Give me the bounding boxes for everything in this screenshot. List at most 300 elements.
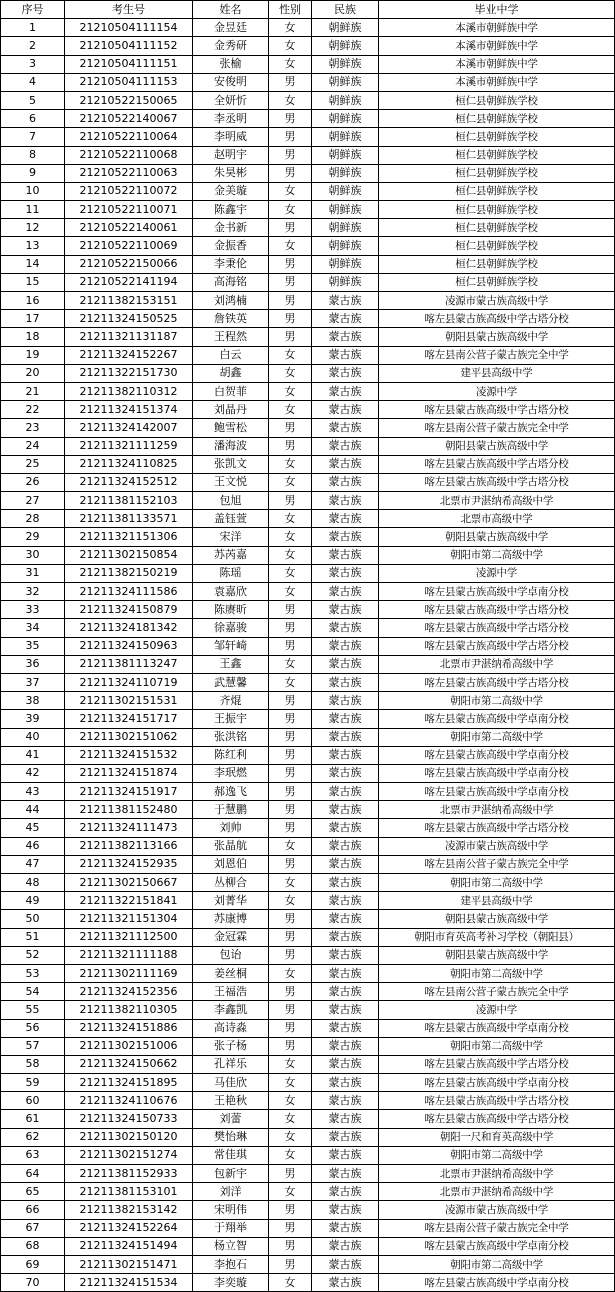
cell-exam-id: 21211381152103	[65, 492, 193, 510]
cell-school: 朝阳县蒙古族高级中学	[379, 528, 615, 546]
cell-index: 2	[1, 37, 65, 55]
cell-name: 金昱廷	[193, 19, 269, 37]
cell-school: 本溪市朝鲜族中学	[379, 19, 615, 37]
table-row	[1, 710, 615, 728]
cell-gender: 男	[269, 801, 312, 819]
cell-school: 桓仁县朝鲜族学校	[379, 110, 615, 128]
table-row	[1, 583, 615, 601]
header-row	[1, 1, 615, 19]
cell-name: 齐焜	[193, 692, 269, 710]
table-row	[1, 528, 615, 546]
cell-gender: 男	[269, 419, 312, 437]
cell-exam-id: 21211302151274	[65, 1146, 193, 1164]
cell-gender: 男	[269, 146, 312, 164]
cell-name: 苏芮嘉	[193, 546, 269, 564]
cell-name: 于翔举	[193, 1219, 269, 1237]
cell-school: 喀左县蒙古族高级中学古塔分校	[379, 637, 615, 655]
cell-gender: 女	[269, 964, 312, 982]
table-row	[1, 1165, 615, 1183]
cell-ethnicity: 蒙古族	[312, 892, 379, 910]
cell-exam-id: 21211324150879	[65, 601, 193, 619]
cell-school: 喀左县蒙古族高级中学古塔分校	[379, 819, 615, 837]
cell-name: 白云	[193, 346, 269, 364]
cell-exam-id: 21211324110719	[65, 673, 193, 691]
cell-school: 喀左县蒙古族高级中学卓南分校	[379, 764, 615, 782]
cell-exam-id: 21211324142007	[65, 419, 193, 437]
cell-name: 王鑫	[193, 655, 269, 673]
cell-index: 31	[1, 564, 65, 582]
cell-name: 陈鑫宇	[193, 201, 269, 219]
table-row	[1, 673, 615, 691]
cell-school: 朝阳县蒙古族高级中学	[379, 910, 615, 928]
cell-school: 喀左县蒙古族高级中学古塔分校	[379, 310, 615, 328]
table-row	[1, 601, 615, 619]
cell-index: 68	[1, 1237, 65, 1255]
table-row	[1, 146, 615, 164]
cell-exam-id: 21211322151730	[65, 364, 193, 382]
cell-index: 61	[1, 1110, 65, 1128]
table-row	[1, 219, 615, 237]
cell-index: 3	[1, 55, 65, 73]
table-row	[1, 1019, 615, 1037]
cell-gender: 女	[269, 1274, 312, 1292]
cell-school: 朝阳市第二高级中学	[379, 964, 615, 982]
cell-name: 包旭	[193, 492, 269, 510]
table-row	[1, 1274, 615, 1292]
table-row	[1, 783, 615, 801]
cell-gender: 男	[269, 110, 312, 128]
cell-gender: 女	[269, 1055, 312, 1073]
cell-gender: 女	[269, 182, 312, 200]
cell-gender: 男	[269, 273, 312, 291]
table-row	[1, 1237, 615, 1255]
table-row	[1, 892, 615, 910]
cell-exam-id: 21211324151494	[65, 1237, 193, 1255]
cell-ethnicity: 蒙古族	[312, 1092, 379, 1110]
cell-index: 33	[1, 601, 65, 619]
cell-ethnicity: 蒙古族	[312, 1128, 379, 1146]
cell-index: 70	[1, 1274, 65, 1292]
table-row	[1, 164, 615, 182]
cell-exam-id: 21210504111152	[65, 37, 193, 55]
cell-exam-id: 21210522150066	[65, 255, 193, 273]
cell-exam-id: 21211324152356	[65, 983, 193, 1001]
cell-school: 喀左县蒙古族高级中学古塔分校	[379, 455, 615, 473]
cell-ethnicity: 蒙古族	[312, 910, 379, 928]
cell-name: 王艳秋	[193, 1092, 269, 1110]
cell-name: 武慧馨	[193, 673, 269, 691]
cell-school: 喀左县南公营子蒙古族完全中学	[379, 1219, 615, 1237]
table-row	[1, 819, 615, 837]
cell-name: 胡鑫	[193, 364, 269, 382]
cell-gender: 男	[269, 1255, 312, 1273]
cell-exam-id: 21211324151532	[65, 746, 193, 764]
cell-index: 15	[1, 273, 65, 291]
table-row	[1, 419, 615, 437]
cell-name: 李珉燃	[193, 764, 269, 782]
table-row	[1, 564, 615, 582]
table-row	[1, 492, 615, 510]
cell-school: 朝阳县蒙古族高级中学	[379, 437, 615, 455]
cell-name: 李抱石	[193, 1255, 269, 1273]
cell-school: 朝阳市育英高考补习学校（朝阳县）	[379, 928, 615, 946]
cell-name: 高诗淼	[193, 1019, 269, 1037]
cell-ethnicity: 蒙古族	[312, 728, 379, 746]
cell-name: 张凯文	[193, 455, 269, 473]
cell-gender: 女	[269, 91, 312, 109]
cell-index: 11	[1, 201, 65, 219]
cell-name: 高海铭	[193, 273, 269, 291]
cell-index: 29	[1, 528, 65, 546]
cell-school: 北票市尹湛纳希高级中学	[379, 1165, 615, 1183]
table-row	[1, 91, 615, 109]
column-header-name: 姓名	[193, 1, 269, 19]
cell-school: 桓仁县朝鲜族学校	[379, 201, 615, 219]
cell-index: 27	[1, 492, 65, 510]
cell-ethnicity: 蒙古族	[312, 1110, 379, 1128]
cell-ethnicity: 蒙古族	[312, 1074, 379, 1092]
table-row	[1, 1146, 615, 1164]
table-row	[1, 473, 615, 491]
cell-gender: 男	[269, 73, 312, 91]
cell-exam-id: 21211382153151	[65, 292, 193, 310]
cell-gender: 男	[269, 1201, 312, 1219]
table-row	[1, 946, 615, 964]
cell-ethnicity: 蒙古族	[312, 1165, 379, 1183]
table-row	[1, 346, 615, 364]
cell-ethnicity: 朝鲜族	[312, 182, 379, 200]
cell-school: 凌源市蒙古族高级中学	[379, 1201, 615, 1219]
cell-index: 22	[1, 401, 65, 419]
cell-index: 65	[1, 1183, 65, 1201]
cell-school: 北票市尹湛纳希高级中学	[379, 1183, 615, 1201]
cell-name: 王文悦	[193, 473, 269, 491]
cell-school: 凌源市蒙古族高级中学	[379, 292, 615, 310]
cell-ethnicity: 蒙古族	[312, 1055, 379, 1073]
cell-ethnicity: 蒙古族	[312, 983, 379, 1001]
cell-ethnicity: 蒙古族	[312, 964, 379, 982]
cell-index: 36	[1, 655, 65, 673]
cell-exam-id: 21210504111151	[65, 55, 193, 73]
cell-exam-id: 21210522110068	[65, 146, 193, 164]
cell-index: 52	[1, 946, 65, 964]
cell-exam-id: 21210522140061	[65, 219, 193, 237]
cell-exam-id: 21211324151874	[65, 764, 193, 782]
cell-ethnicity: 蒙古族	[312, 837, 379, 855]
cell-gender: 女	[269, 201, 312, 219]
cell-gender: 女	[269, 546, 312, 564]
table-row	[1, 1255, 615, 1273]
cell-name: 金美璇	[193, 182, 269, 200]
cell-name: 郝逸飞	[193, 783, 269, 801]
cell-gender: 男	[269, 1001, 312, 1019]
cell-school: 朝阳市第二高级中学	[379, 692, 615, 710]
cell-ethnicity: 朝鲜族	[312, 37, 379, 55]
cell-name: 李鑫凯	[193, 1001, 269, 1019]
cell-gender: 女	[269, 382, 312, 400]
cell-school: 喀左县蒙古族高级中学卓南分校	[379, 783, 615, 801]
cell-ethnicity: 蒙古族	[312, 1219, 379, 1237]
cell-exam-id: 21211321111188	[65, 946, 193, 964]
cell-ethnicity: 朝鲜族	[312, 55, 379, 73]
cell-gender: 男	[269, 1037, 312, 1055]
table-row	[1, 637, 615, 655]
cell-index: 10	[1, 182, 65, 200]
cell-ethnicity: 蒙古族	[312, 310, 379, 328]
cell-ethnicity: 蒙古族	[312, 637, 379, 655]
cell-name: 陈赓昕	[193, 601, 269, 619]
cell-name: 宋明伟	[193, 1201, 269, 1219]
table-row	[1, 764, 615, 782]
cell-school: 凌源市蒙古族高级中学	[379, 837, 615, 855]
table-row	[1, 401, 615, 419]
cell-exam-id: 21211302150667	[65, 874, 193, 892]
cell-gender: 男	[269, 328, 312, 346]
table-row	[1, 728, 615, 746]
table-row	[1, 1055, 615, 1073]
cell-gender: 女	[269, 583, 312, 601]
cell-name: 丛柳合	[193, 874, 269, 892]
cell-index: 20	[1, 364, 65, 382]
cell-exam-id: 21210522110069	[65, 237, 193, 255]
table-row	[1, 874, 615, 892]
cell-index: 28	[1, 510, 65, 528]
cell-ethnicity: 蒙古族	[312, 874, 379, 892]
table-row	[1, 546, 615, 564]
cell-ethnicity: 蒙古族	[312, 328, 379, 346]
cell-school: 喀左县南公营子蒙古族完全中学	[379, 983, 615, 1001]
cell-exam-id: 21211324150662	[65, 1055, 193, 1073]
cell-index: 9	[1, 164, 65, 182]
cell-school: 喀左县蒙古族高级中学卓南分校	[379, 1019, 615, 1037]
cell-gender: 女	[269, 1110, 312, 1128]
cell-name: 刘洋	[193, 1183, 269, 1201]
cell-ethnicity: 朝鲜族	[312, 164, 379, 182]
table-row	[1, 855, 615, 873]
cell-ethnicity: 朝鲜族	[312, 146, 379, 164]
cell-index: 41	[1, 746, 65, 764]
cell-name: 安俊明	[193, 73, 269, 91]
cell-ethnicity: 朝鲜族	[312, 201, 379, 219]
cell-school: 喀左县蒙古族高级中学古塔分校	[379, 401, 615, 419]
cell-ethnicity: 蒙古族	[312, 783, 379, 801]
cell-name: 张榆	[193, 55, 269, 73]
cell-gender: 男	[269, 855, 312, 873]
cell-exam-id: 21211324151374	[65, 401, 193, 419]
table-row	[1, 837, 615, 855]
cell-ethnicity: 蒙古族	[312, 855, 379, 873]
cell-gender: 男	[269, 783, 312, 801]
cell-index: 53	[1, 964, 65, 982]
cell-exam-id: 21211321111259	[65, 437, 193, 455]
cell-exam-id: 21211382113166	[65, 837, 193, 855]
cell-index: 45	[1, 819, 65, 837]
cell-exam-id: 21211381152480	[65, 801, 193, 819]
cell-name: 于慧鹏	[193, 801, 269, 819]
table-row	[1, 1037, 615, 1055]
cell-name: 金书新	[193, 219, 269, 237]
cell-index: 62	[1, 1128, 65, 1146]
cell-exam-id: 21211381152933	[65, 1165, 193, 1183]
cell-name: 金冠霖	[193, 928, 269, 946]
table-row	[1, 292, 615, 310]
cell-school: 喀左县蒙古族高级中学卓南分校	[379, 1074, 615, 1092]
column-header-ethnicity: 民族	[312, 1, 379, 19]
cell-ethnicity: 蒙古族	[312, 419, 379, 437]
cell-index: 14	[1, 255, 65, 273]
cell-exam-id: 21210504111154	[65, 19, 193, 37]
cell-gender: 女	[269, 346, 312, 364]
cell-name: 张洪铭	[193, 728, 269, 746]
cell-school: 桓仁县朝鲜族学校	[379, 273, 615, 291]
cell-name: 张子杨	[193, 1037, 269, 1055]
cell-exam-id: 21211302151006	[65, 1037, 193, 1055]
cell-school: 北票市高级中学	[379, 510, 615, 528]
cell-gender: 女	[269, 364, 312, 382]
table-row	[1, 1074, 615, 1092]
cell-ethnicity: 蒙古族	[312, 1237, 379, 1255]
cell-ethnicity: 朝鲜族	[312, 219, 379, 237]
cell-index: 47	[1, 855, 65, 873]
table-row	[1, 964, 615, 982]
cell-ethnicity: 蒙古族	[312, 946, 379, 964]
cell-gender: 男	[269, 1237, 312, 1255]
cell-exam-id: 21210522110072	[65, 182, 193, 200]
cell-gender: 男	[269, 310, 312, 328]
cell-name: 盖钰萱	[193, 510, 269, 528]
cell-school: 本溪市朝鲜族中学	[379, 55, 615, 73]
table-row	[1, 1001, 615, 1019]
cell-index: 57	[1, 1037, 65, 1055]
cell-school: 喀左县南公营子蒙古族完全中学	[379, 346, 615, 364]
cell-index: 60	[1, 1092, 65, 1110]
table-row	[1, 37, 615, 55]
cell-index: 39	[1, 710, 65, 728]
cell-ethnicity: 蒙古族	[312, 819, 379, 837]
cell-gender: 男	[269, 983, 312, 1001]
cell-gender: 男	[269, 728, 312, 746]
cell-gender: 女	[269, 37, 312, 55]
table-row	[1, 364, 615, 382]
cell-ethnicity: 蒙古族	[312, 1183, 379, 1201]
cell-ethnicity: 蒙古族	[312, 364, 379, 382]
cell-index: 21	[1, 382, 65, 400]
cell-exam-id: 21211302150854	[65, 546, 193, 564]
cell-ethnicity: 朝鲜族	[312, 110, 379, 128]
cell-index: 44	[1, 801, 65, 819]
cell-name: 常佳琪	[193, 1146, 269, 1164]
cell-exam-id: 21211382110305	[65, 1001, 193, 1019]
table-row	[1, 1092, 615, 1110]
table-row	[1, 655, 615, 673]
cell-school: 喀左县蒙古族高级中学古塔分校	[379, 1055, 615, 1073]
column-header-index: 序号	[1, 1, 65, 19]
cell-school: 朝阳市第二高级中学	[379, 1146, 615, 1164]
cell-school: 建平县高级中学	[379, 364, 615, 382]
cell-ethnicity: 蒙古族	[312, 510, 379, 528]
cell-index: 7	[1, 128, 65, 146]
cell-school: 朝阳市第二高级中学	[379, 1255, 615, 1273]
cell-gender: 女	[269, 237, 312, 255]
cell-name: 苏康博	[193, 910, 269, 928]
table-row	[1, 273, 615, 291]
table-row	[1, 1219, 615, 1237]
cell-index: 5	[1, 91, 65, 109]
cell-index: 69	[1, 1255, 65, 1273]
cell-name: 包新宇	[193, 1165, 269, 1183]
table-row	[1, 619, 615, 637]
cell-school: 喀左县蒙古族高级中学卓南分校	[379, 583, 615, 601]
cell-gender: 男	[269, 219, 312, 237]
cell-exam-id: 21211324152935	[65, 855, 193, 873]
cell-name: 金振香	[193, 237, 269, 255]
cell-gender: 男	[269, 819, 312, 837]
cell-name: 樊怡琳	[193, 1128, 269, 1146]
cell-ethnicity: 蒙古族	[312, 619, 379, 637]
cell-index: 18	[1, 328, 65, 346]
cell-gender: 女	[269, 892, 312, 910]
cell-ethnicity: 蒙古族	[312, 928, 379, 946]
table-row	[1, 801, 615, 819]
cell-exam-id: 21211382110312	[65, 382, 193, 400]
cell-school: 桓仁县朝鲜族学校	[379, 146, 615, 164]
cell-index: 25	[1, 455, 65, 473]
cell-exam-id: 21210504111153	[65, 73, 193, 91]
cell-ethnicity: 蒙古族	[312, 473, 379, 491]
cell-gender: 男	[269, 764, 312, 782]
cell-index: 26	[1, 473, 65, 491]
cell-index: 58	[1, 1055, 65, 1073]
cell-gender: 男	[269, 637, 312, 655]
table-row	[1, 328, 615, 346]
cell-ethnicity: 朝鲜族	[312, 19, 379, 37]
cell-gender: 女	[269, 1128, 312, 1146]
cell-exam-id: 21211302151062	[65, 728, 193, 746]
cell-index: 23	[1, 419, 65, 437]
table-row	[1, 692, 615, 710]
cell-ethnicity: 蒙古族	[312, 1001, 379, 1019]
cell-school: 喀左县蒙古族高级中学古塔分校	[379, 1092, 615, 1110]
cell-school: 北票市尹湛纳希高级中学	[379, 801, 615, 819]
cell-ethnicity: 蒙古族	[312, 437, 379, 455]
cell-index: 30	[1, 546, 65, 564]
cell-index: 54	[1, 983, 65, 1001]
cell-name: 白贺菲	[193, 382, 269, 400]
cell-ethnicity: 蒙古族	[312, 382, 379, 400]
cell-gender: 男	[269, 492, 312, 510]
cell-exam-id: 21211324111586	[65, 583, 193, 601]
cell-name: 姜丝桐	[193, 964, 269, 982]
cell-ethnicity: 蒙古族	[312, 673, 379, 691]
cell-gender: 男	[269, 1165, 312, 1183]
cell-index: 46	[1, 837, 65, 855]
cell-school: 朝阳县蒙古族高级中学	[379, 328, 615, 346]
cell-school: 本溪市朝鲜族中学	[379, 73, 615, 91]
cell-name: 徐嘉骏	[193, 619, 269, 637]
cell-exam-id: 21210522110071	[65, 201, 193, 219]
cell-name: 李奕璇	[193, 1274, 269, 1292]
cell-name: 朱昊彬	[193, 164, 269, 182]
cell-ethnicity: 蒙古族	[312, 1255, 379, 1273]
cell-exam-id: 21211321131187	[65, 328, 193, 346]
cell-exam-id: 21211324152267	[65, 346, 193, 364]
table-row	[1, 455, 615, 473]
table-row	[1, 1110, 615, 1128]
cell-index: 13	[1, 237, 65, 255]
cell-name: 孔祥乐	[193, 1055, 269, 1073]
cell-index: 19	[1, 346, 65, 364]
cell-index: 55	[1, 1001, 65, 1019]
